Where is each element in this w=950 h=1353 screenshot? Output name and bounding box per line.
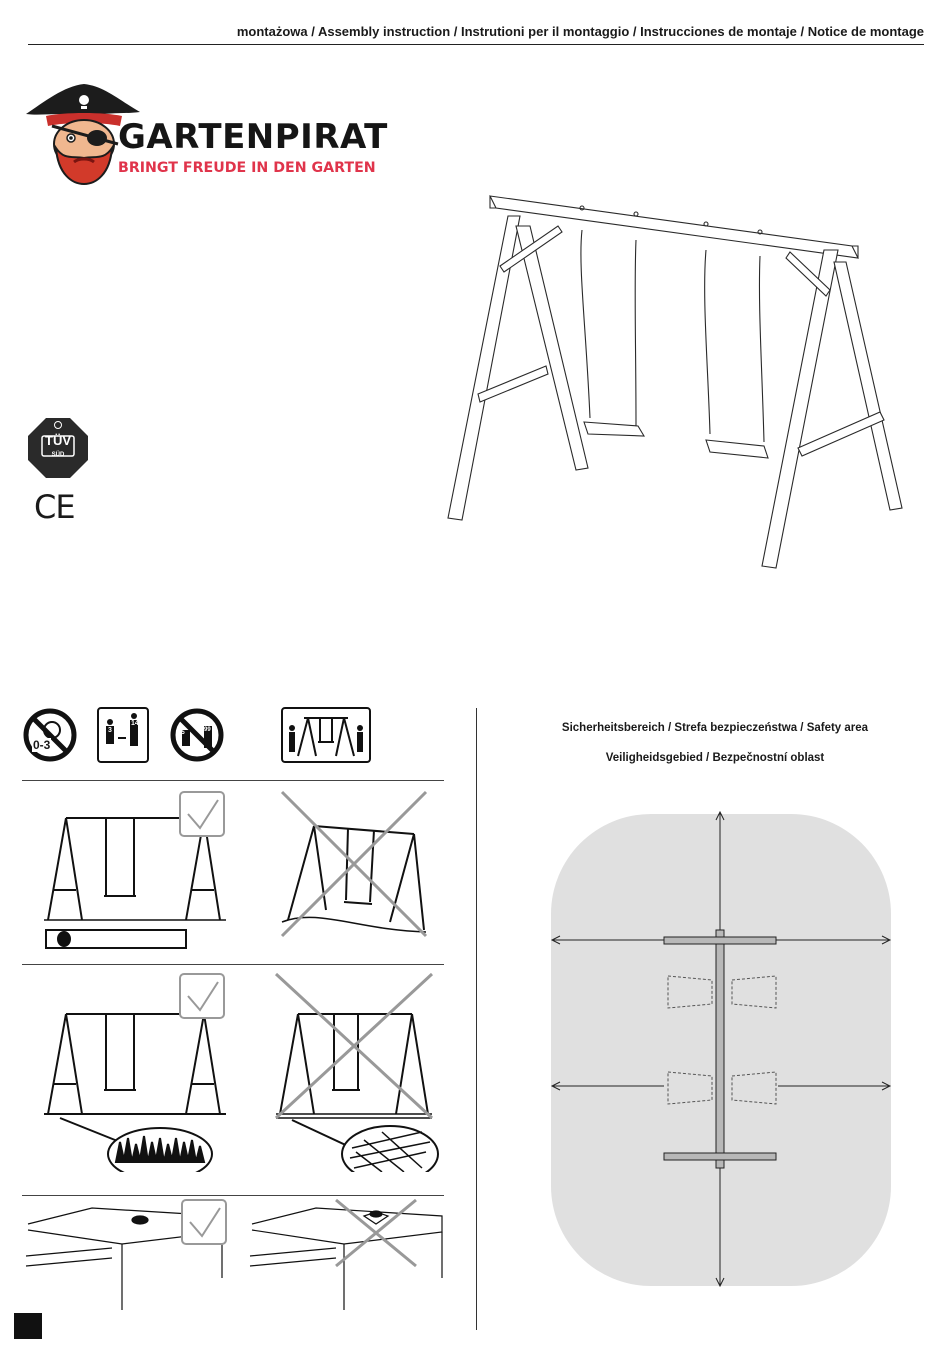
tuv-label: TÜV <box>45 433 71 448</box>
not-for-from-label: 15 <box>178 730 185 736</box>
tuv-sub-label: SÜD <box>51 452 65 458</box>
ce-mark-icon: CE <box>34 488 75 526</box>
screw-protruding-bad-illustration <box>246 1198 446 1310</box>
swing-set-illustration <box>440 186 910 572</box>
height-from-label: 3 <box>108 727 112 734</box>
section-divider <box>22 780 444 781</box>
header-title: montażowa / Assembly instruction / Instrutioni per il montaggio / Instrucciones de montaje / Notice de montage <box>236 24 924 39</box>
screw-flush-ok-illustration <box>22 1198 232 1310</box>
safety-area-subtitle: Veiligheidsgebied / Bezpečnostní oblast <box>605 752 825 764</box>
level-swing-ok-illustration <box>40 790 230 952</box>
section-divider <box>22 964 444 965</box>
safety-area-title: Sicherheitsbereich / Strefa bezpieczeństwa / Safety area <box>561 722 869 734</box>
age-limit-icon <box>168 706 226 764</box>
brand-name: GARTENPIRAT <box>118 117 388 157</box>
safety-area-diagram <box>546 810 896 1290</box>
grass-surface-ok-illustration <box>40 972 230 1172</box>
height-range-icon <box>96 706 150 764</box>
uneven-swing-bad-illustration <box>278 790 428 940</box>
brand-tagline: BRINGT FREUDE IN DEN GARTEN <box>118 160 376 176</box>
age-limit-label: 0-3 <box>33 738 51 752</box>
section-divider <box>22 1195 444 1196</box>
no-children-under-3-icon <box>22 706 82 764</box>
hard-surface-bad-illustration <box>272 972 442 1172</box>
page-marker <box>14 1313 42 1339</box>
not-for-to-label: 99 <box>204 727 211 733</box>
height-to-label: 14 <box>131 720 139 727</box>
page-header <box>28 22 924 45</box>
column-divider <box>476 708 477 1330</box>
tuv-badge-icon <box>26 416 90 480</box>
swing-users-icon <box>280 706 372 764</box>
